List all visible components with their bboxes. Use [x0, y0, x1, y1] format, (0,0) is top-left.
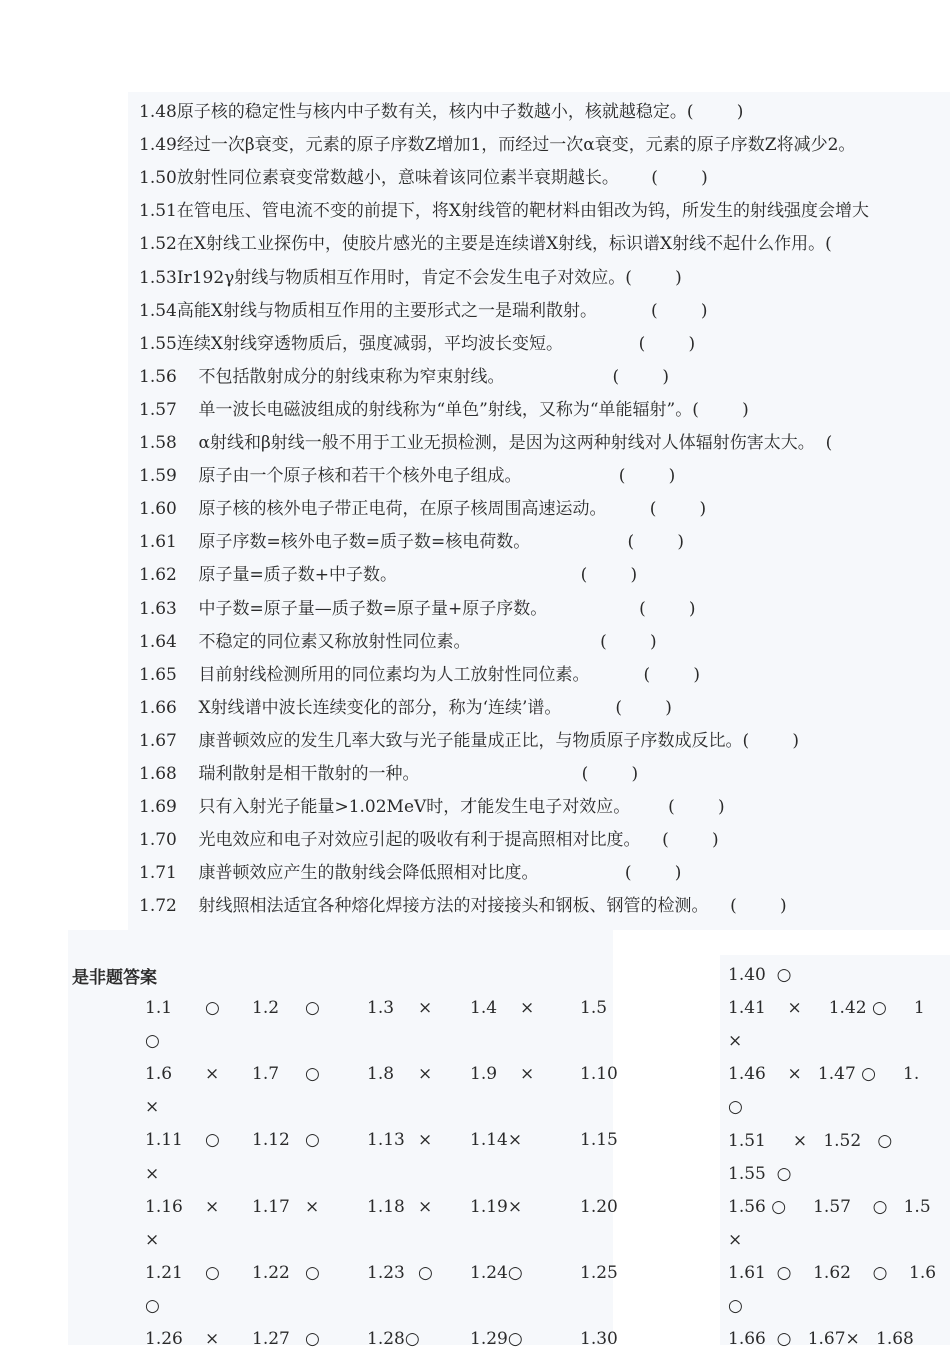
answer-cell: ×	[520, 1064, 535, 1085]
answer-cell: 1.28○	[367, 1329, 420, 1349]
answer-cell: 1.12	[252, 1130, 290, 1151]
question-line: 1.68 瑞利散射是相干散射的一种。 ( )	[139, 764, 639, 784]
question-line: 1.64 不稳定的同位素又称放射性同位素。 ( )	[139, 631, 657, 652]
question-line: 1.53Ir192γ射线与物质相互作用时，肯定不会发生电子对效应。( )	[139, 267, 682, 288]
question-line: 1.58 α射线和β射线一般不用于工业无损检测，是因为这两种射线对人体辐射伤害太大。 (	[139, 433, 833, 453]
answer-cell: 1.8	[367, 1064, 395, 1085]
answer-cell: ×	[418, 1064, 433, 1085]
answer-cell: ○	[305, 1130, 320, 1151]
answer-cell: ×	[418, 998, 433, 1018]
question-line: 1.54高能X射线与物质相互作用的主要形式之一是瑞利散射。 ( )	[139, 300, 708, 321]
question-line: 1.69 只有入射光子能量>1.02MeV时，才能发生电子对效应。 ( )	[139, 797, 725, 818]
answer-cell: ×	[145, 1163, 160, 1184]
question-line: 1.56 不包括散射成分的射线束称为窄束射线。 ( )	[139, 366, 670, 387]
answer-cell: 1.29○	[470, 1329, 523, 1349]
answers-section-title: 是非题答案	[72, 968, 157, 988]
answer-cell: 1.30	[580, 1329, 618, 1349]
answer-cell: ×	[145, 1097, 160, 1118]
question-line: 1.51在管电压、管电流不变的前提下，将X射线管的靶材料由钼改为钨，所发生的射线强度会增大	[139, 201, 869, 222]
answer-cell: 1.17	[252, 1196, 290, 1217]
answer-cell: 1.3	[367, 998, 395, 1018]
answer-cell: ○	[305, 998, 320, 1018]
question-line: 1.65 目前射线检测所用的同位素均为人工放射性同位素。 ( )	[139, 664, 700, 685]
question-line: 1.71 康普顿效应产生的散射线会降低照相对比度。 ( )	[139, 863, 682, 884]
answer-line: ○	[728, 1296, 743, 1316]
answer-cell: 1.16	[145, 1196, 183, 1217]
answer-cell: ×	[418, 1130, 433, 1151]
answer-cell: 1.10	[580, 1064, 618, 1085]
answer-cell: 1.2	[252, 998, 280, 1018]
answer-cell: 1.21	[145, 1262, 183, 1283]
answer-cell: 1.19×	[470, 1196, 523, 1217]
question-line: 1.70 光电效应和电子对效应引起的吸收有利于提高照相对比度。 ( )	[139, 830, 719, 851]
answer-cell: 1.26	[145, 1329, 183, 1349]
answer-line: 1.66 ○ 1.67× 1.68	[728, 1329, 914, 1349]
answer-line: 1.61 ○ 1.62 ○ 1.6	[728, 1262, 937, 1283]
answer-cell: ×	[205, 1329, 220, 1349]
question-line: 1.63 中子数=原子量—质子数=原子量+原子序数。 ( )	[139, 598, 696, 619]
answer-line: ×	[728, 1031, 743, 1052]
answer-cell: ○	[205, 1262, 220, 1283]
answer-cell: ○	[205, 998, 220, 1018]
answer-cell: 1.5	[580, 998, 608, 1018]
answer-cell: 1.6	[145, 1064, 173, 1085]
answer-line: 1.55 ○	[728, 1163, 792, 1184]
answer-cell: ○	[145, 1295, 160, 1316]
answer-cell: ×	[418, 1196, 433, 1217]
answer-cell: 1.24○	[470, 1262, 523, 1283]
answer-cell: 1.15	[580, 1130, 618, 1151]
answer-line: 1.56 ○ 1.57 ○ 1.5	[728, 1196, 931, 1217]
answer-cell: 1.27	[252, 1329, 290, 1349]
answer-cell: ○	[305, 1262, 320, 1283]
answer-cell: 1.7	[252, 1064, 280, 1085]
answer-cell: 1.11	[145, 1130, 183, 1151]
answer-line: ○	[728, 1097, 743, 1118]
question-line: 1.62 原子量=质子数+中子数。 ( )	[139, 565, 638, 586]
question-line: 1.61 原子序数=核外电子数=质子数=核电荷数。 ( )	[139, 532, 684, 553]
answer-cell: 1.13	[367, 1130, 405, 1151]
question-line: 1.59 原子由一个原子核和若干个核外电子组成。 ( )	[139, 466, 676, 487]
answer-cell: 1.22	[252, 1262, 290, 1283]
answer-cell: ○	[205, 1130, 220, 1151]
answer-cell: ○	[305, 1329, 320, 1349]
answer-line: 1.40 ○	[728, 965, 792, 985]
answer-line: 1.41 × 1.42 ○ 1	[728, 998, 925, 1019]
answer-cell: 1.18	[367, 1196, 405, 1217]
question-line: 1.60 原子核的核外电子带正电荷，在原子核周围高速运动。 ( )	[139, 499, 707, 520]
question-line: 1.66 X射线谱中波长连续变化的部分，称为‘连续’谱。 ( )	[139, 697, 672, 718]
answer-line: 1.51 × 1.52 ○	[728, 1130, 893, 1151]
question-line: 1.49经过一次β衰变，元素的原子序数Z增加1，而经过一次α衰变，元素的原子序数Z将减少2。	[139, 135, 856, 156]
answer-cell: 1.4	[470, 998, 498, 1018]
question-line: 1.57 单一波长电磁波组成的射线称为“单色”射线，又称为“单能辐射”。( )	[139, 399, 749, 420]
answer-cell: ○	[305, 1064, 320, 1085]
answer-cell: 1.1	[145, 998, 173, 1018]
answer-cell: ×	[205, 1196, 220, 1217]
question-line: 1.55连续X射线穿透物质后，强度减弱，平均波长变短。 ( )	[139, 333, 696, 354]
question-line: 1.52在X射线工业探伤中，使胶片感光的主要是连续谱X射线，标识谱X射线不起什么作用。(	[139, 234, 832, 255]
question-line: 1.67 康普顿效应的发生几率大致与光子能量成正比，与物质原子序数成反比。( )	[139, 730, 799, 751]
answer-cell: 1.20	[580, 1196, 618, 1217]
answer-cell: 1.9	[470, 1064, 498, 1085]
answer-cell: 1.25	[580, 1262, 618, 1283]
answer-line: ×	[728, 1229, 743, 1250]
answer-cell: ○	[145, 1031, 160, 1052]
answer-cell: ×	[205, 1064, 220, 1085]
answer-cell: ×	[520, 998, 535, 1018]
answer-line: 1.46 × 1.47 ○ 1.	[728, 1064, 920, 1085]
answer-cell: 1.23	[367, 1262, 405, 1283]
question-line: 1.72 射线照相法适宜各种熔化焊接方法的对接接头和钢板、钢管的检测。 ( )	[139, 896, 787, 917]
question-line: 1.50放射性同位素衰变常数越小，意味着该同位素半衰期越长。 ( )	[139, 168, 708, 189]
answer-cell: ×	[305, 1196, 320, 1217]
question-line: 1.48原子核的稳定性与核内中子数有关，核内中子数越小，核就越稳定。( )	[139, 102, 744, 122]
answer-cell: ×	[145, 1229, 160, 1250]
answer-cell: 1.14×	[470, 1130, 523, 1151]
answer-cell: ○	[418, 1262, 433, 1283]
